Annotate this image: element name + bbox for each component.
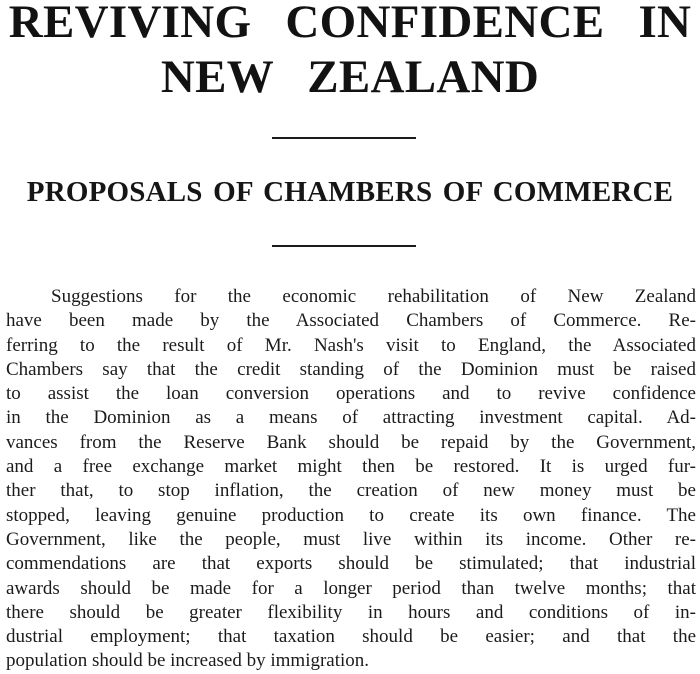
- body-line: Chambers say that the credit standing of the Dominion must be raised: [6, 358, 696, 380]
- body-line: awards should be made for a longer period than twelve months; that: [6, 577, 696, 599]
- body-line: Suggestions for the economic rehabilitation of New Zealand: [51, 286, 696, 307]
- body-line: commendations are that exports should be stimulated; that industrial: [6, 553, 696, 575]
- subheadline: PROPOSALS OF CHAMBERS OF COMMERCE: [26, 176, 674, 208]
- body-line: have been made by the Associated Chambers of Commerce. Re-: [6, 310, 696, 332]
- body-line: population should be increased by immigration.: [6, 650, 370, 672]
- body-line: ferring to the result of Mr. Nash's visit to England, the Associated: [6, 334, 696, 356]
- headline-line-2: NEW ZEALAND: [160, 51, 540, 103]
- body-line: there should be greater flexibility in hours and conditions of in-: [6, 601, 696, 623]
- body-line: in the Dominion as a means of attracting investment capital. Ad-: [6, 407, 696, 429]
- divider-rule-bottom: [272, 245, 416, 247]
- body-line: stopped, leaving genuine production to create its own finance. The: [6, 504, 696, 526]
- body-line: vances from the Reserve Bank should be repaid by the Government,: [6, 431, 696, 453]
- divider-rule-top: [272, 137, 416, 139]
- body-line: Government, like the people, must live within its income. Other re-: [6, 528, 696, 550]
- body-line: ther that, to stop inflation, the creation of new money must be: [6, 480, 696, 502]
- headline-line-1: REVIVING CONFIDENCE IN: [8, 0, 692, 48]
- body-line: dustrial employment; that taxation should be easier; and that the: [6, 626, 696, 648]
- body-line: to assist the loan conversion operations and to revive confidence: [6, 383, 696, 405]
- body-line: and a free exchange market might then be restored. It is urged fur-: [6, 456, 696, 478]
- article-body: [6, 285, 696, 674]
